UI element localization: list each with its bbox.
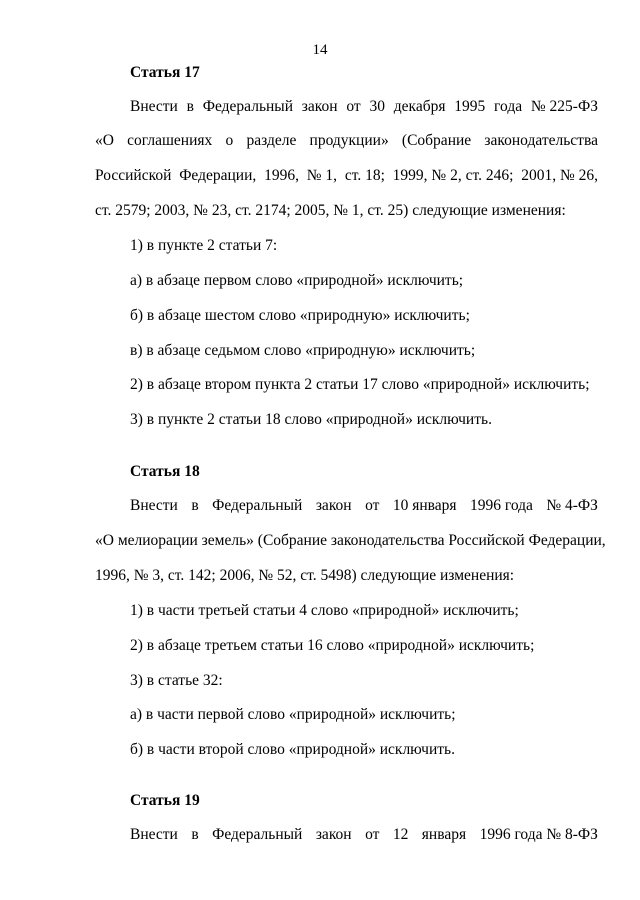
word: о (225, 132, 234, 149)
word: 30 (369, 98, 385, 115)
word: ст. 18; (344, 167, 385, 184)
word: года (494, 98, 523, 115)
article-17-intro-line (130, 97, 598, 117)
word: Внести (130, 826, 178, 843)
word: Российской (95, 167, 172, 184)
article-18-item-1: 1) в части третьей статьи 4 слово «природной» исключить; (130, 602, 519, 619)
word: 1996 года (469, 497, 533, 514)
word: от (346, 98, 361, 115)
word: закон (315, 826, 352, 843)
word: «О (95, 132, 114, 149)
word: от (365, 497, 380, 514)
word: в (191, 497, 199, 514)
article-19-heading: Статья 19 (130, 792, 200, 809)
word: января (421, 826, 467, 843)
word: 10 января (392, 497, 457, 514)
article-17-item-3: 3) в пункте 2 статьи 18 слово «природной» исключить. (130, 411, 492, 428)
word: № 225-ФЗ (530, 98, 598, 115)
article-17-item-1a: а) в абзаце первом слово «природной» исключить; (130, 272, 464, 289)
article-17-heading: Статья 17 (130, 64, 200, 81)
article-18-item-3a: а) в части первой слово «природной» исключить; (130, 706, 456, 723)
article-18-intro-line (130, 496, 598, 516)
article-18-item-3b: б) в части второй слово «природной» исключить. (130, 741, 455, 758)
article-17-line-2 (95, 131, 598, 151)
article-18-line-2: «О мелиорации земель» (Собрание законодательства Российской Федерации, (95, 532, 606, 549)
word: декабря (393, 98, 446, 115)
word: закон (315, 497, 352, 514)
word: разделе (246, 132, 297, 149)
word: (Собрание (401, 132, 472, 149)
article-17-item-1c: в) в абзаце седьмом слово «природную» исключить; (130, 342, 476, 359)
word: Федеральный (202, 98, 294, 115)
word: Внести (130, 98, 178, 115)
word: Федеральный (212, 497, 303, 514)
word: соглашениях (127, 132, 213, 149)
word: законодательства (484, 132, 598, 149)
word: № 1, (306, 167, 338, 184)
article-17-item-2: 2) в абзаце втором пункта 2 статьи 17 слово «природной» исключить; (130, 376, 590, 393)
article-18-line-3: 1996, № 3, ст. 142; 2006, № 52, ст. 5498) следующие изменения: (95, 567, 515, 584)
article-17-line-4: ст. 2579; 2003, № 23, ст. 2174; 2005, № 1, ст. 25) следующие изменения: (95, 202, 566, 219)
word: 1999, № 2, ст. 246; (392, 167, 514, 184)
word: 1996, (264, 167, 299, 184)
article-18-item-2: 2) в абзаце третьем статьи 16 слово «природной» исключить; (130, 637, 535, 654)
word: от (365, 826, 380, 843)
article-17-line-3 (95, 166, 598, 186)
word: 1995 (454, 98, 486, 115)
word: 1996 года № 8-ФЗ (479, 826, 598, 843)
article-18-item-3: 3) в статье 32: (130, 672, 223, 689)
article-19-intro-line (130, 825, 598, 845)
article-17-item-1b: б) в абзаце шестом слово «природную» исключить; (130, 307, 470, 324)
word: в (186, 98, 194, 115)
word: Внести (130, 497, 178, 514)
article-18-heading: Статья 18 (130, 463, 200, 480)
word: в (191, 826, 199, 843)
word: Федеральный (212, 826, 303, 843)
word: № 4-ФЗ (546, 497, 598, 514)
word: продукции» (309, 132, 389, 149)
word: 2001, № 26, (521, 167, 598, 184)
page-number: 14 (312, 42, 328, 58)
article-17-item-1: 1) в пункте 2 статьи 7: (130, 237, 278, 254)
word: Федерации, (179, 167, 257, 184)
word: 12 (392, 826, 409, 843)
word: закон (301, 98, 338, 115)
